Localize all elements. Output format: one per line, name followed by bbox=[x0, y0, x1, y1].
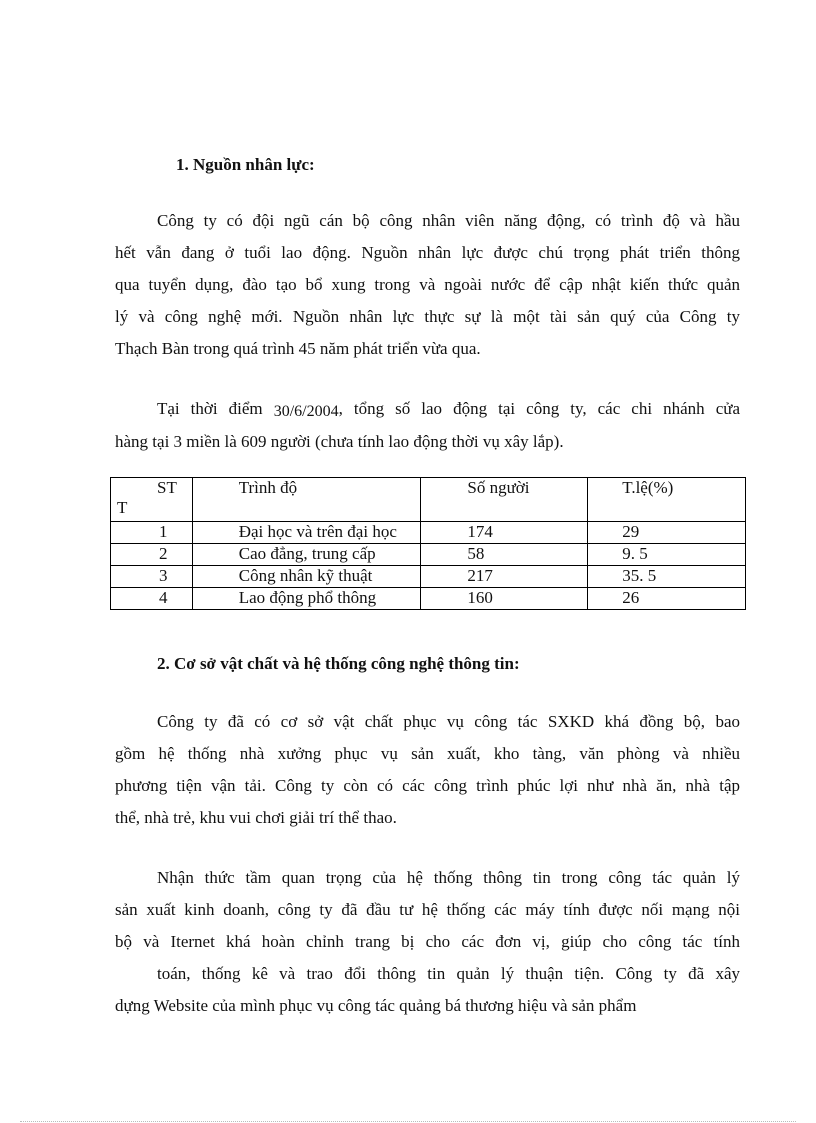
text-line: sản xuất kinh doanh, công ty đã đầu tư hệ thống các máy tính được nối mạng nội bbox=[115, 900, 740, 919]
para2-prefix: Tại thời điểm bbox=[157, 399, 263, 418]
section1-paragraph1 bbox=[115, 205, 740, 365]
cell-level: Công nhân kỹ thuật bbox=[192, 566, 421, 588]
table-row bbox=[111, 522, 746, 544]
header-count: Số người bbox=[421, 478, 588, 522]
section2-paragraph1 bbox=[115, 706, 740, 834]
section1-paragraph2 bbox=[115, 393, 740, 458]
text-line: phương tiện vận tải. Công ty còn có các công trình phúc lợi như nhà ăn, nhà tập bbox=[115, 776, 740, 795]
cell-count: 217 bbox=[421, 566, 588, 588]
text-line: Nhận thức tầm quan trọng của hệ thống thông tin trong công tác quản lý bbox=[157, 868, 740, 887]
text-line: toán, thống kê và trao đổi thông tin quản lý thuận tiện. Công ty đã xây bbox=[157, 964, 740, 983]
text-line bbox=[115, 393, 740, 426]
cell-ratio: 29 bbox=[588, 522, 746, 544]
text-line: gồm hệ thống nhà xưởng phục vụ sản xuất, kho tàng, văn phòng và nhiều bbox=[115, 744, 740, 763]
text-line: hàng tại 3 miền là 609 người (chưa tính lao động thời vụ xây lắp). bbox=[115, 432, 564, 451]
table-row bbox=[111, 566, 746, 588]
cell-ratio: 35. 5 bbox=[588, 566, 746, 588]
header-stt bbox=[111, 478, 193, 522]
text-line: Thạch Bàn trong quá trình 45 năm phát triển vừa qua. bbox=[115, 339, 481, 358]
table-row bbox=[111, 588, 746, 610]
table-row bbox=[111, 544, 746, 566]
text-line: bộ và Iternet khá hoàn chỉnh trang bị cho các đơn vị, giúp cho công tác tính bbox=[115, 932, 740, 951]
table-header-row bbox=[111, 478, 746, 522]
para2-suffix: , tổng số lao động tại công ty, các chi nhánh cửa bbox=[338, 399, 740, 418]
cell-ratio: 26 bbox=[588, 588, 746, 610]
cell-level: Đại học và trên đại học bbox=[192, 522, 421, 544]
cell-count: 58 bbox=[421, 544, 588, 566]
text-line: qua tuyển dụng, đào tạo bổ xung trong và ngoài nước để cập nhật kiến thức quản bbox=[115, 275, 740, 294]
header-stt-part1: ST bbox=[157, 478, 177, 497]
cell-stt: 1 bbox=[111, 522, 193, 544]
text-line: hết vẫn đang ở tuổi lao động. Nguồn nhân lực được chú trọng phát triển thông bbox=[115, 243, 740, 262]
cell-level: Lao động phổ thông bbox=[192, 588, 421, 610]
text-line: dựng Website của mình phục vụ công tác quảng bá thương hiệu và sản phẩm bbox=[115, 996, 637, 1015]
cell-level: Cao đẳng, trung cấp bbox=[192, 544, 421, 566]
section1-heading: 1. Nguồn nhân lực: bbox=[176, 155, 315, 174]
cell-ratio: 9. 5 bbox=[588, 544, 746, 566]
page-bottom-divider bbox=[20, 1121, 796, 1122]
text-line: lý và công nghệ mới. Nguồn nhân lực thực sự là một tài sản quý của Công ty bbox=[115, 307, 740, 326]
cell-stt: 2 bbox=[111, 544, 193, 566]
text-line: Công ty đã có cơ sở vật chất phục vụ công tác SXKD khá đồng bộ, bao bbox=[157, 712, 740, 731]
cell-stt: 4 bbox=[111, 588, 193, 610]
header-level: Trình độ bbox=[192, 478, 421, 522]
section2-heading: 2. Cơ sở vật chất và hệ thống công nghệ thông tin: bbox=[157, 654, 520, 673]
section2-paragraph2 bbox=[115, 862, 740, 1022]
date-value: 30/6/2004 bbox=[273, 403, 339, 420]
staff-qualification-table bbox=[110, 477, 746, 610]
cell-count: 160 bbox=[421, 588, 588, 610]
cell-stt: 3 bbox=[111, 566, 193, 588]
text-line: Công ty có đội ngũ cán bộ công nhân viên năng động, có trình độ và hầu bbox=[157, 211, 740, 230]
header-ratio: T.lệ(%) bbox=[588, 478, 746, 522]
cell-count: 174 bbox=[421, 522, 588, 544]
text-line: thể, nhà trẻ, khu vui chơi giải trí thể thao. bbox=[115, 808, 397, 827]
header-stt-part2: T bbox=[117, 498, 128, 517]
